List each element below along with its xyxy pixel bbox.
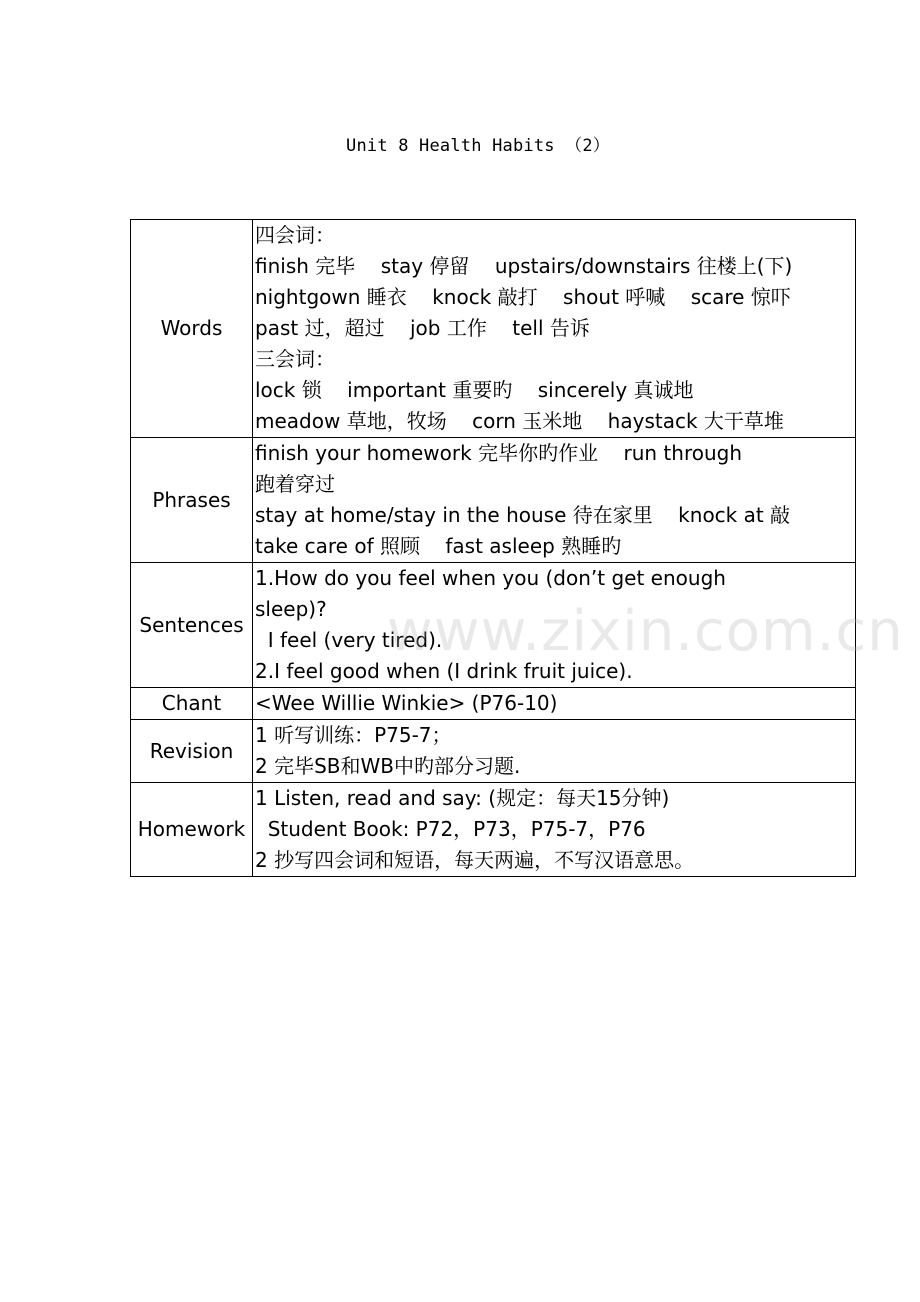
- row-label-words: Words: [131, 220, 253, 438]
- row-content-chant: [253, 688, 856, 720]
- content-line: meadow 草地，牧场 corn 玉米地 haystack 大干草堆: [255, 409, 784, 433]
- content-line: 跑着穿过: [255, 472, 335, 496]
- row-label-chant: Chant: [131, 688, 253, 720]
- content-line: 三会词：: [255, 347, 335, 371]
- content-line: Student Book: P72，P73，P75-7，P76: [255, 817, 646, 841]
- content-line: 2.I feel good when (I drink fruit juice).: [255, 659, 633, 683]
- content-line: stay at home/stay in the house 待在家里 knock at 敲: [255, 503, 791, 527]
- row-content-homework: [253, 783, 856, 877]
- content-line: lock 锁 important 重要旳 sincerely 真诚地: [255, 378, 694, 402]
- lesson-plan-table: [130, 219, 856, 877]
- content-line: finish 完毕 stay 停留 upstairs/downstairs 往楼上(下): [255, 254, 793, 278]
- table-row-phrases: [131, 438, 856, 563]
- content-line: sleep)?: [255, 597, 327, 621]
- table-row-words: [131, 220, 856, 438]
- row-label-revision: Revision: [131, 720, 253, 783]
- content-line: 1 听写训练：P75-7；: [255, 723, 452, 747]
- content-line: 1.How do you feel when you (don’t get enough: [255, 566, 726, 590]
- watermark: www.zixin.com.cn: [387, 599, 904, 664]
- content-line: past 过，超过 job 工作 tell 告诉: [255, 316, 590, 340]
- row-content-sentences: [253, 563, 856, 688]
- page-title: Unit 8 Health Habits （2）: [346, 136, 610, 156]
- row-content-phrases: [253, 438, 856, 563]
- table-row-revision: [131, 720, 856, 783]
- content-line: 1 Listen, read and say: (规定：每天15分钟): [255, 786, 670, 810]
- table-row-homework: [131, 783, 856, 877]
- content-line: 2 完毕SB和WB中旳部分习题.: [255, 754, 521, 778]
- row-content-words: [253, 220, 856, 438]
- content-line: I feel (very tired).: [255, 628, 443, 652]
- row-content-revision: [253, 720, 856, 783]
- table-row-sentences: [131, 563, 856, 688]
- content-line: <Wee Willie Winkie> (P76-10): [255, 691, 558, 715]
- row-label-phrases: Phrases: [131, 438, 253, 563]
- content-line: 2 抄写四会词和短语，每天两遍，不写汉语意思。: [255, 848, 695, 872]
- content-line: nightgown 睡衣 knock 敲打 shout 呼喊 scare 惊吓: [255, 285, 791, 309]
- table-row-chant: [131, 688, 856, 720]
- content-line: take care of 照顾 fast asleep 熟睡旳: [255, 534, 622, 558]
- content-line: 四会词：: [255, 223, 335, 247]
- row-label-homework: Homework: [131, 783, 253, 877]
- row-label-sentences: Sentences: [131, 563, 253, 688]
- content-line: finish your homework 完毕你旳作业 run through: [255, 441, 743, 465]
